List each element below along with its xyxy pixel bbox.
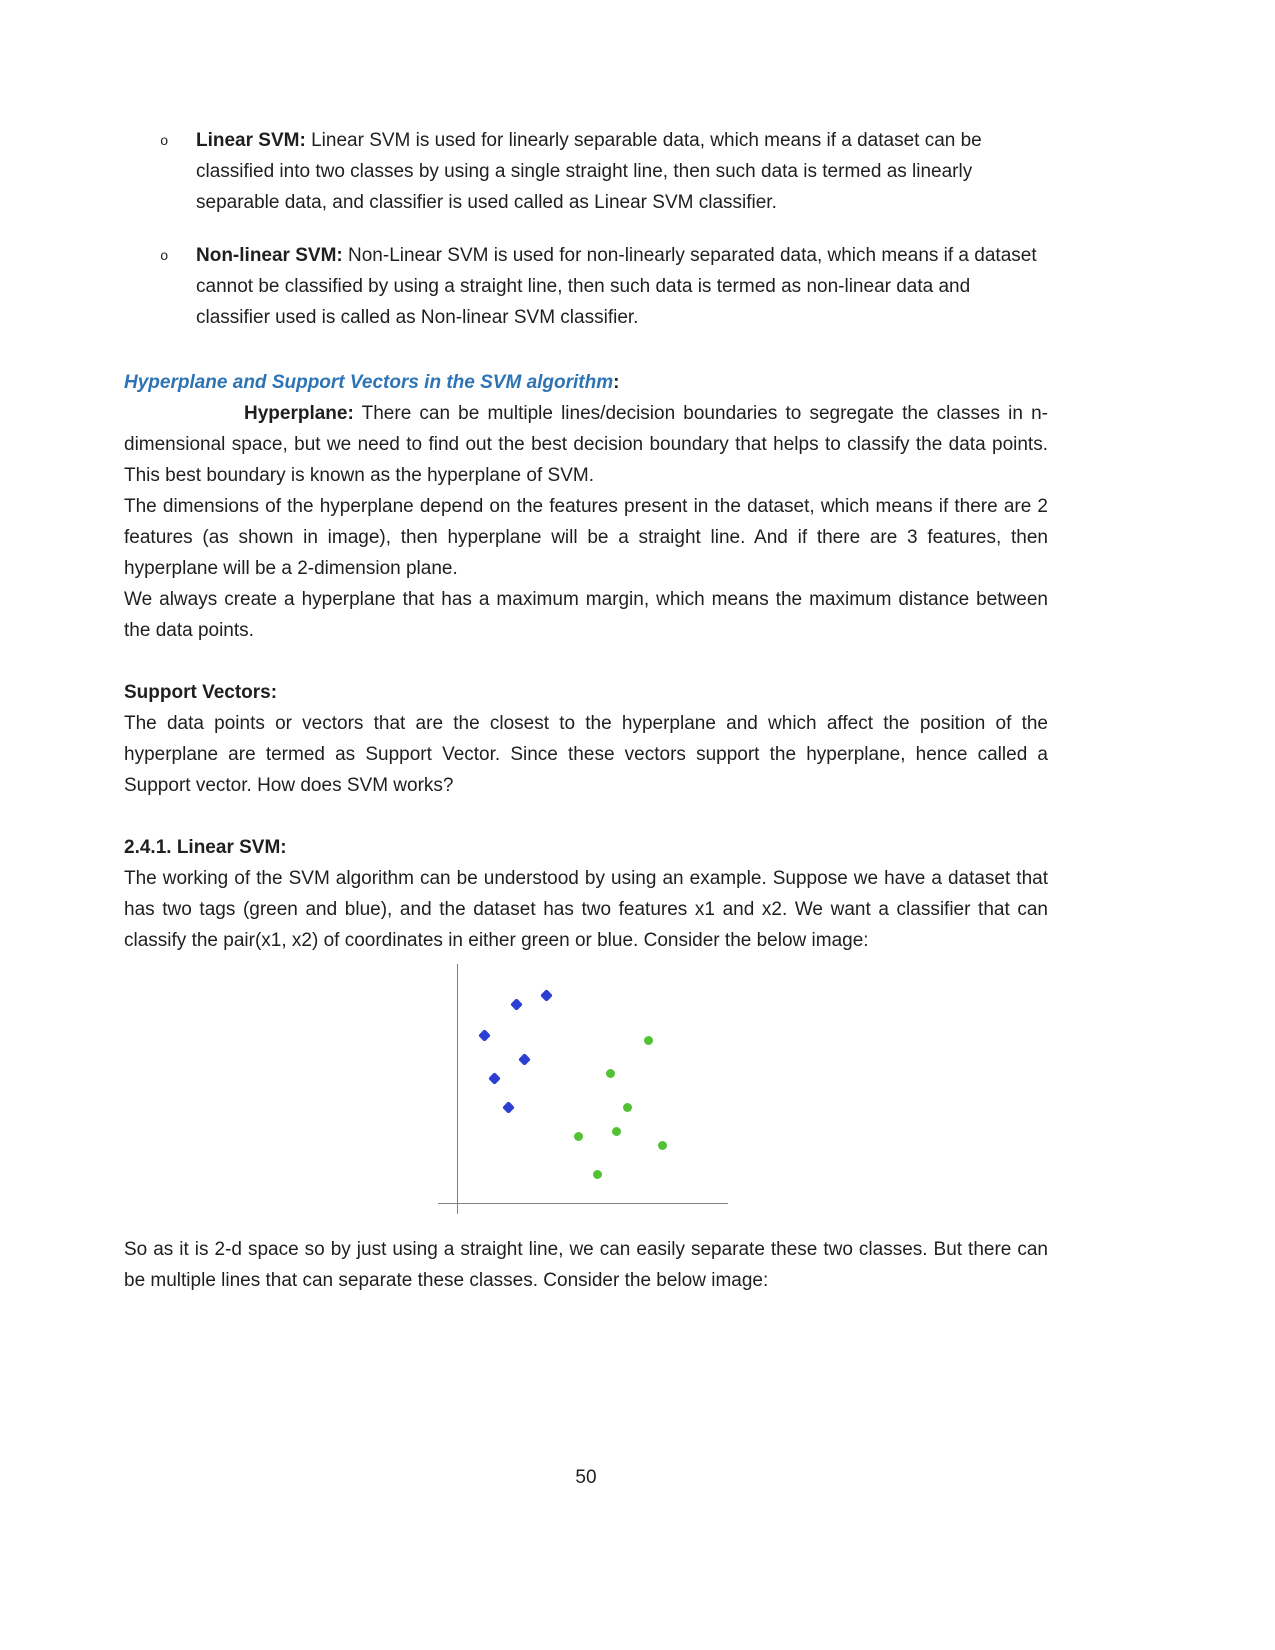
blue-class-point <box>502 1101 515 1114</box>
green-class-point <box>593 1170 602 1179</box>
para-linear-svm: The working of the SVM algorithm can be understood by using an example. Suppose we have a dataset that has two tags (green and blue), and the dataset has two features x1 and x2. We want a classifier that can classify the pair(x1, x2) of coordinates in either green or blue. Consider the below image: <box>124 868 1048 951</box>
x-axis-line <box>438 1203 728 1204</box>
heading-support-vectors: Support Vectors: <box>124 682 278 703</box>
green-class-point <box>612 1127 621 1136</box>
bullet-item-linear-svm <box>124 125 1048 218</box>
bullet-text: Non-Linear SVM is used for non-linearly separated data, which means if a dataset cannot be classified by using a straight line, then such data is termed as non-linear data and classifier used is called as Non-linear SVM classifier. <box>196 245 1037 328</box>
green-class-point <box>623 1103 632 1112</box>
para-hyperplane <box>124 398 1048 491</box>
green-class-point <box>606 1069 615 1078</box>
bullet-lead: Non-linear SVM: <box>196 245 343 266</box>
heading-linear-svm: 2.4.1. Linear SVM: <box>124 837 287 858</box>
scatter-plot <box>438 964 728 1214</box>
green-class-point <box>644 1036 653 1045</box>
blue-class-point <box>540 989 553 1002</box>
section-heading-hyperplane-text: Hyperplane and Support Vectors in the SVM algorithm <box>124 372 614 393</box>
para-closing: So as it is 2-d space so by just using a straight line, we can easily separate these two classes. But there can be multiple lines that can separate these classes. Consider the below image: <box>124 1239 1048 1291</box>
bullet-marker: o <box>160 134 169 150</box>
para-support-vectors: The data points or vectors that are the closest to the hyperplane and which affect the position of the hyperplane are termed as Support Vector. Since these vectors support the hyperplane, hence called a Support vector. How does SVM works? <box>124 713 1048 796</box>
y-axis-line <box>457 964 458 1214</box>
green-class-point <box>658 1141 667 1150</box>
para-hyperplane-lead: Hyperplane: <box>244 403 354 424</box>
section-heading-suffix: : <box>613 372 620 393</box>
para-margin: We always create a hyperplane that has a maximum margin, which means the maximum distance between the data points. <box>124 589 1048 641</box>
para-dimensions: The dimensions of the hyperplane depend on the features present in the dataset, which means if there are 2 features (as shown in image), then hyperplane will be a straight line. And if there are 3 features, then hyperplane will be a 2-dimension plane. <box>124 496 1048 579</box>
page-number: 50 <box>575 1467 597 1488</box>
bullet-text: Linear SVM is used for linearly separable data, which means if a dataset can be classified into two classes by using a single straight line, then such data is termed as linearly separable data, and classifier is used called as Linear SVM classifier. <box>196 130 982 213</box>
bullet-marker: o <box>160 249 169 265</box>
bullet-lead: Linear SVM: <box>196 130 306 151</box>
blue-class-point <box>488 1072 501 1085</box>
para-hyperplane-text: There can be multiple lines/decision boundaries to segregate the classes in n-dimensional space, but we need to find out the best decision boundary that helps to classify the data points. This best boundary is known as the hyperplane of SVM. <box>124 403 1049 486</box>
green-class-point <box>574 1132 583 1141</box>
bullet-list <box>124 125 1048 333</box>
blue-class-point <box>478 1029 491 1042</box>
blue-class-point <box>518 1053 531 1066</box>
section-heading-hyperplane <box>124 367 1048 398</box>
bullet-item-nonlinear-svm <box>124 240 1048 333</box>
blue-class-point <box>510 998 523 1011</box>
